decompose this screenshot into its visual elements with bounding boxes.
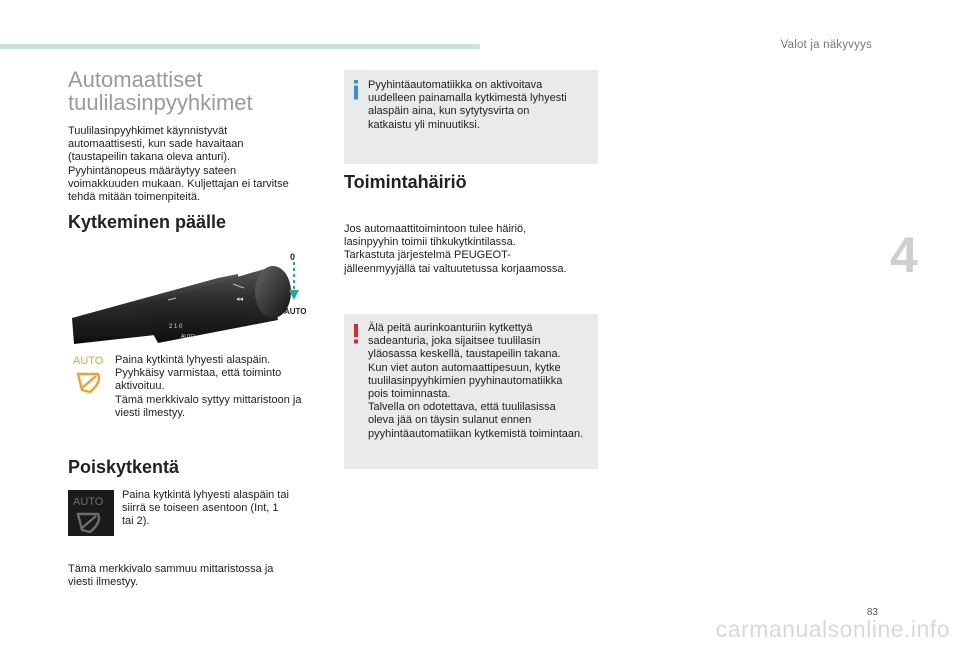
switch-off-footer: Tämä merkkivalo sammuu mittaristossa ja viesti ilmestyy. (68, 563, 274, 589)
page-title-line-2: tuulilasinpyyhkimet (68, 90, 253, 115)
auto-wiper-icon-off (68, 490, 114, 536)
stalk-label-auto: AUTO (284, 307, 307, 316)
watermark: carmanualsonline.info (715, 616, 950, 642)
auto-wiper-icon (70, 352, 112, 398)
intro-paragraph: Tuulilasinpyyhkimet käynnistyvät automaattisesti, kun sade havaitaan (taustapeilin takana oleva anturi). Pyyhintänopeus määräytyy sateen voimakkuuden mukaan. Kuljettajan ei tarvitse tehdä mitään toimenpiteitä. (68, 125, 289, 204)
auto-wiper-icon-off-label: AUTO (73, 496, 104, 508)
warning-icon (353, 324, 357, 342)
wiper-stalk-illustration (68, 248, 316, 348)
switch-off-heading: Poiskytkentä (68, 457, 180, 477)
malfunction-heading: Toimintahäiriö (344, 172, 467, 192)
page-number: 83 (866, 607, 878, 618)
auto-wiper-icon-label: AUTO (73, 355, 104, 367)
section-title: Valot ja näkyvyys (780, 39, 872, 51)
page-title-line-1: Automaattiset (68, 67, 203, 92)
svg-text:AUTO: AUTO (181, 334, 195, 340)
page-title (68, 68, 253, 114)
stalk-label-zero: 0 (290, 252, 296, 262)
svg-text:2 1 0: 2 1 0 (169, 324, 183, 330)
chapter-number: 4 (890, 227, 918, 283)
info-icon (353, 80, 357, 98)
warning-note (344, 314, 598, 469)
svg-text:◂◂: ◂◂ (236, 296, 244, 303)
header-accent-bar (0, 44, 480, 49)
switch-off-paragraph: Paina kytkintä lyhyesti alaspäin tai siirrä se toiseen asentoon (Int, 1 tai 2). (122, 489, 289, 528)
switch-on-paragraph: Paina kytkintä lyhyesti alaspäin. Pyyhkäisy varmistaa, että toiminto aktivoituu. Tämä merkkivalo syttyy mittaristoon ja viesti ilmestyy. (115, 354, 302, 419)
malfunction-paragraph: Jos automaattitoimintoon tulee häiriö, lasinpyyhin toimii tihkukytkintilassa. Tarkastuta järjestelmä PEUGEOT- jälleenmyyjällä tai valtuutetussa korjaamossa. (344, 223, 567, 275)
warning-note-text: Älä peitä aurinkoanturiin kytkettyä sadeanturia, joka sijaitsee tuulilasin yläosassa keskellä, taustapeilin takana. Kun viet auton automaattipesuun, kytke tuulilasinpyyhkimien pyyhinautomatiikka pois toiminnasta. Talvella on odotettava, että tuulilasissa oleva jää on täysin sulanut ennen pyyhintäautomatiikan kytkemistä toimintaan. (368, 322, 584, 440)
info-note (344, 70, 598, 164)
switch-on-heading: Kytkeminen päälle (68, 212, 227, 232)
info-note-text: Pyyhintäautomatiikka on aktivoitava uudelleen painamalla kytkimestä lyhyesti alaspäin aina, kun sytytysvirta on katkaistu yli minuutiksi. (368, 79, 567, 131)
